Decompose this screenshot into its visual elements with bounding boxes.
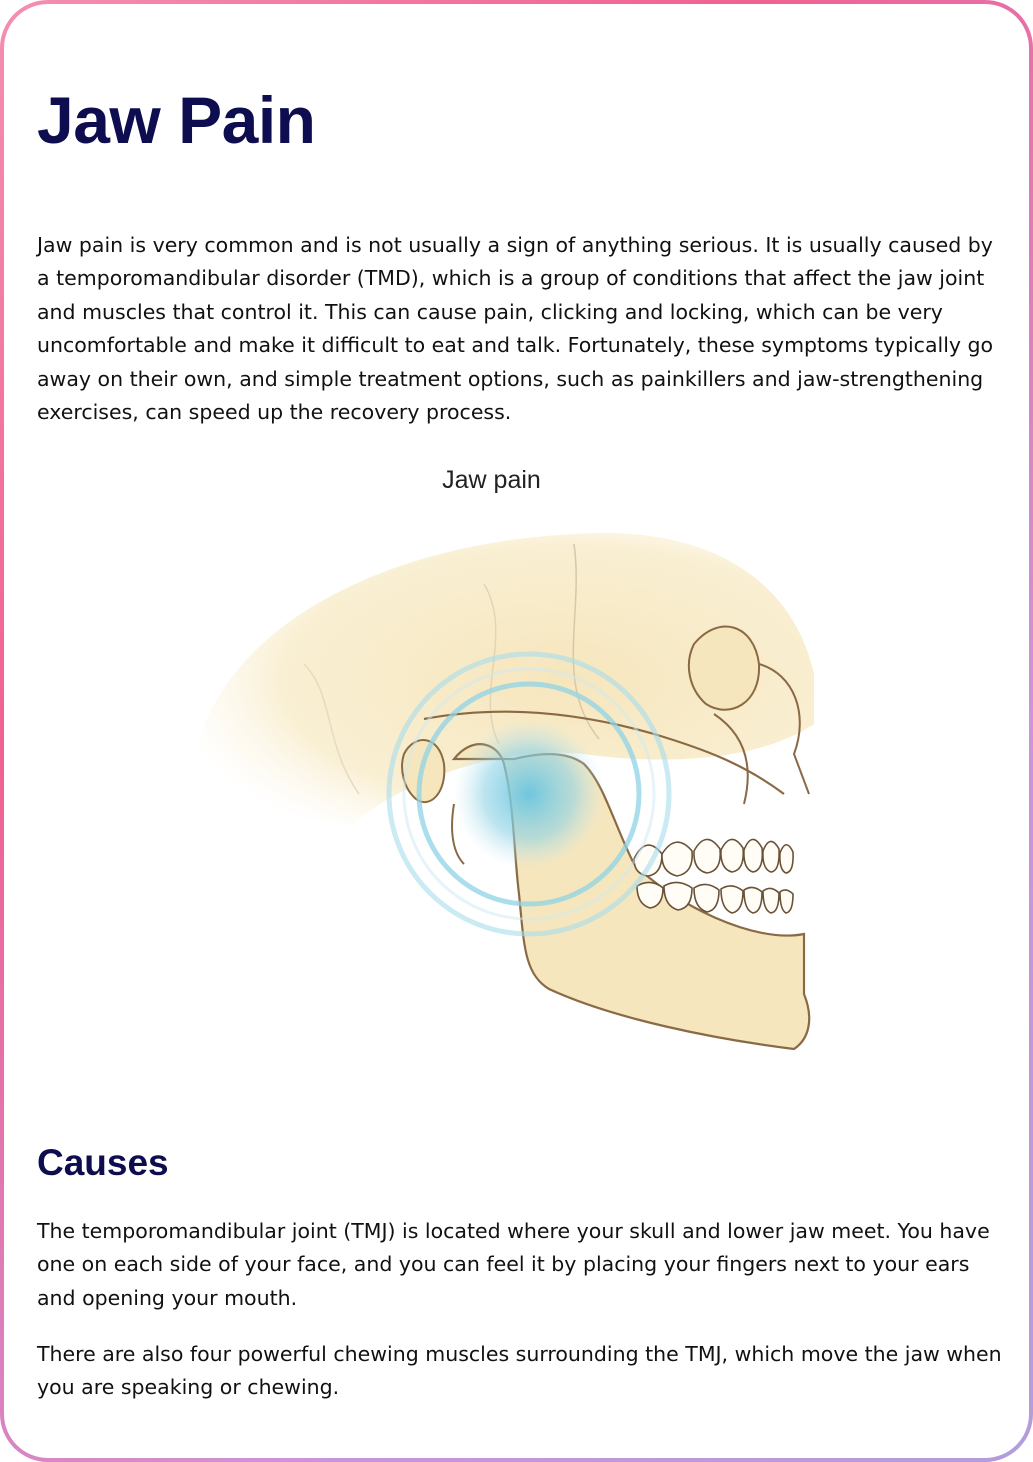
causes-heading: Causes [37,1142,169,1183]
intro-paragraph: Jaw pain is very common and is not usually a sign of anything serious. It is usually caused by a temporomandibular disorder (TMD), which is a group of conditions that affect the jaw joint and muscles that control it. This can cause pain, clicking and locking, which can be very uncomfortable and make it difficult to eat and talk. Fortunately, these symptoms typically go away on their own, and simple treatment options, such as painkillers and jaw-strengthening exercises, can speed up the recovery process. [37,233,994,425]
jaw-skull-illustration [154,464,854,1064]
figure-caption: Jaw pain [442,466,541,494]
pain-glow [454,719,604,869]
causes-paragraph-1: The temporomandibular joint (TMJ) is located where your skull and lower jaw meet. You have one on each side of your face, and you can feel it by placing your fingers next to your ears and opening your mouth. [37,1219,990,1310]
article-card [4,4,1029,1458]
causes-paragraph-2: There are also four powerful chewing muscles surrounding the TMJ, which move the jaw when you are speaking or chewing. [37,1342,1002,1400]
page-title: Jaw Pain [37,83,316,157]
